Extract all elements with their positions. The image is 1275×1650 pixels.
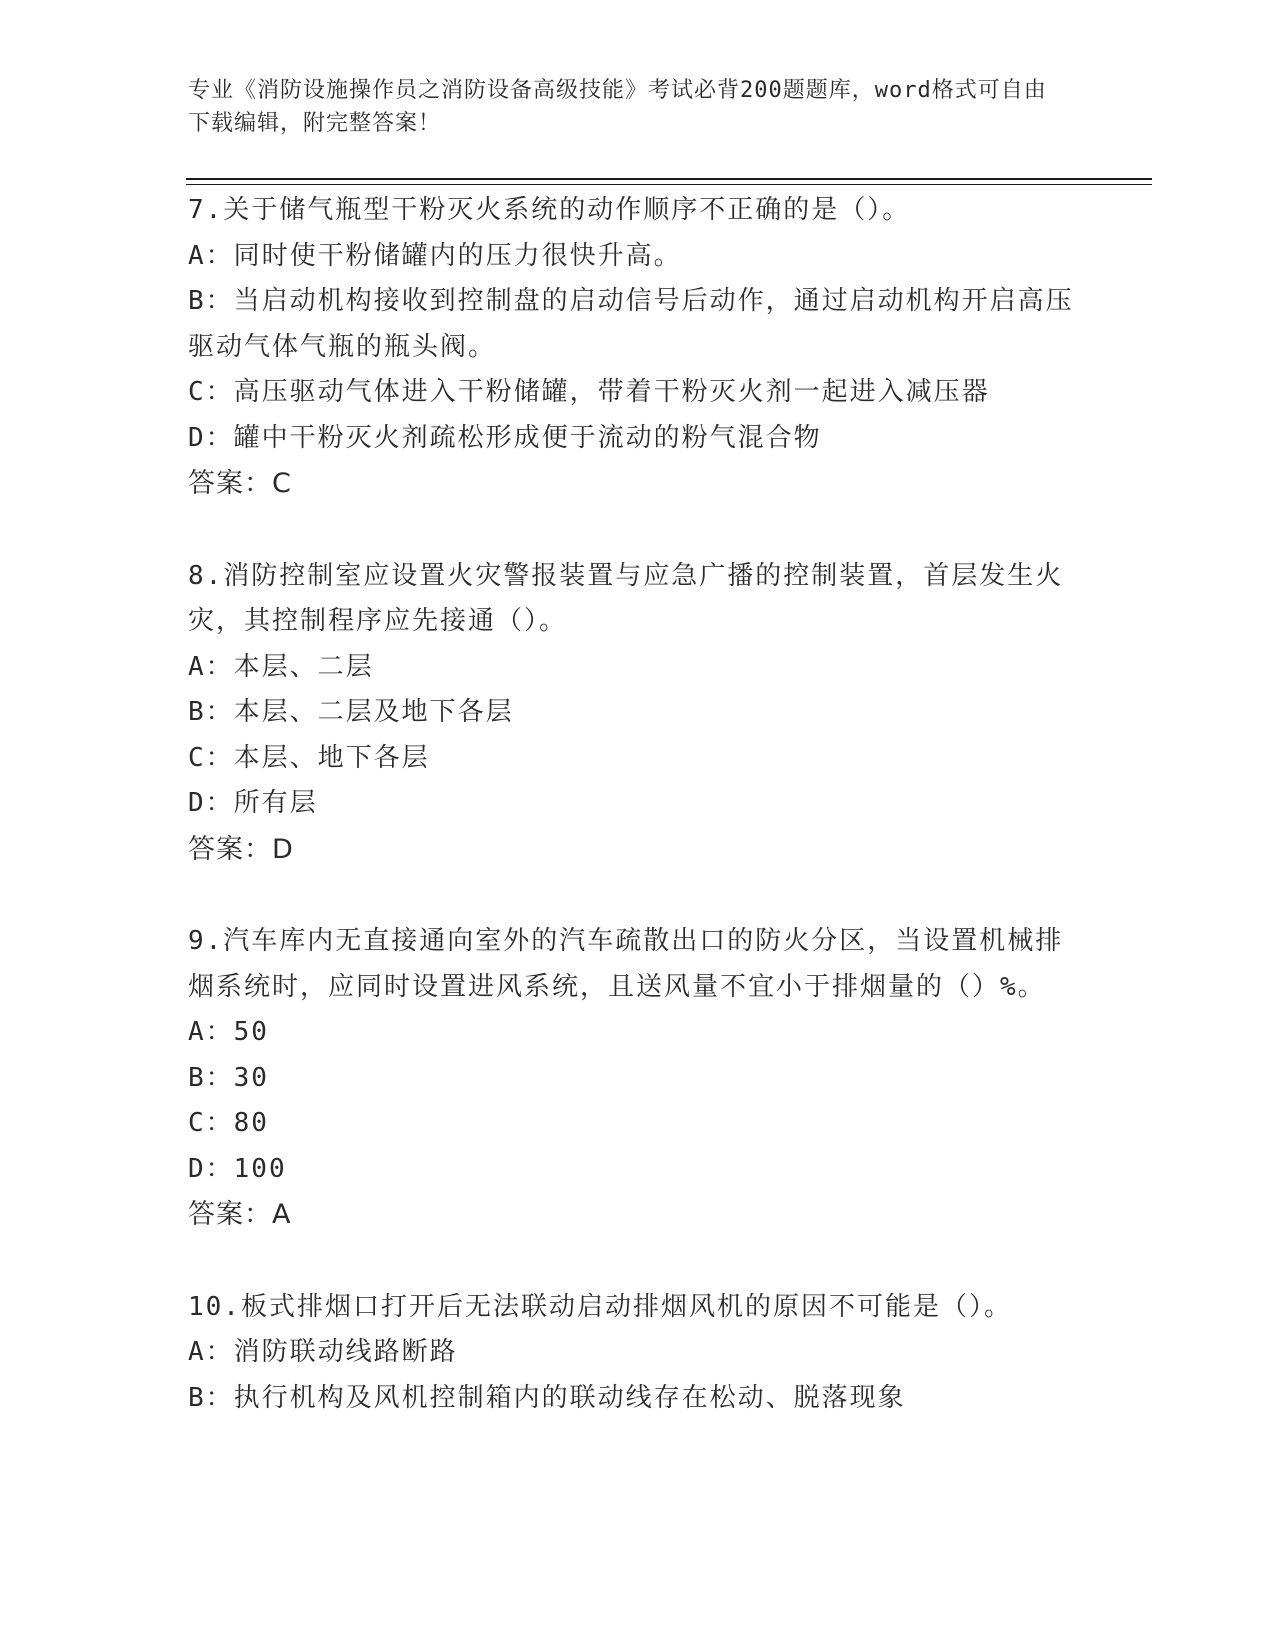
option-b: B：30 [188,1062,269,1093]
option-c: C：本层、地下各层 [188,742,430,773]
option-d: D：罐中干粉灭火剂疏松形成便于流动的粉气混合物 [188,422,822,453]
question-stem: 8.消防控制室应设置火灾警报装置与应急广播的控制装置，首层发生火灾，其控制程序应先接通（）。 [188,560,1064,636]
question-8 [188,554,1088,873]
option-a: A：本层、二层 [188,651,374,682]
header-divider-thick [186,178,1152,180]
option-d: D：所有层 [188,788,318,818]
question-9 [188,919,1088,1238]
option-a: A：消防联动线路断路 [188,1337,458,1367]
option-c: C：高压驱动气体进入干粉储罐，带着干粉灭火剂一起进入减压器 [188,377,990,407]
question-7 [188,188,1088,507]
option-c: C：80 [188,1108,269,1138]
option-a: A：50 [188,1017,269,1047]
answer-label: 答案：C [188,468,292,499]
option-b: B：当启动机构接收到控制盘的启动信号后动作，通过启动机构开启高压驱动气体气瓶的瓶头阀。 [188,286,1074,362]
option-d: D：100 [188,1153,287,1184]
option-b: B：本层、二层及地下各层 [188,697,514,727]
question-stem: 10.板式排烟口打开后无法联动启动排烟风机的原因不可能是（）。 [188,1291,1012,1322]
question-stem: 9.汽车库内无直接通向室外的汽车疏散出口的防火分区，当设置机械排烟系统时，应同时设置进风系统，且送风量不宜小于排烟量的（）%。 [188,926,1064,1002]
answer-label: 答案：A [188,1199,292,1230]
option-a: A：同时使干粉储罐内的压力很快升高。 [188,240,682,271]
header-divider-thin [186,184,1152,185]
option-b: B：执行机构及风机控制箱内的联动线存在松动、脱落现象 [188,1382,906,1413]
document-header: 专业《消防设施操作员之消防设备高级技能》考试必背200题题库，word格式可自由下载编辑，附完整答案！ [188,78,1047,136]
question-list [188,188,1088,1468]
question-10 [188,1285,1088,1422]
answer-label: 答案：D [188,833,294,865]
question-stem: 7.关于储气瓶型干粉灭火系统的动作顺序不正确的是（）。 [188,195,911,225]
